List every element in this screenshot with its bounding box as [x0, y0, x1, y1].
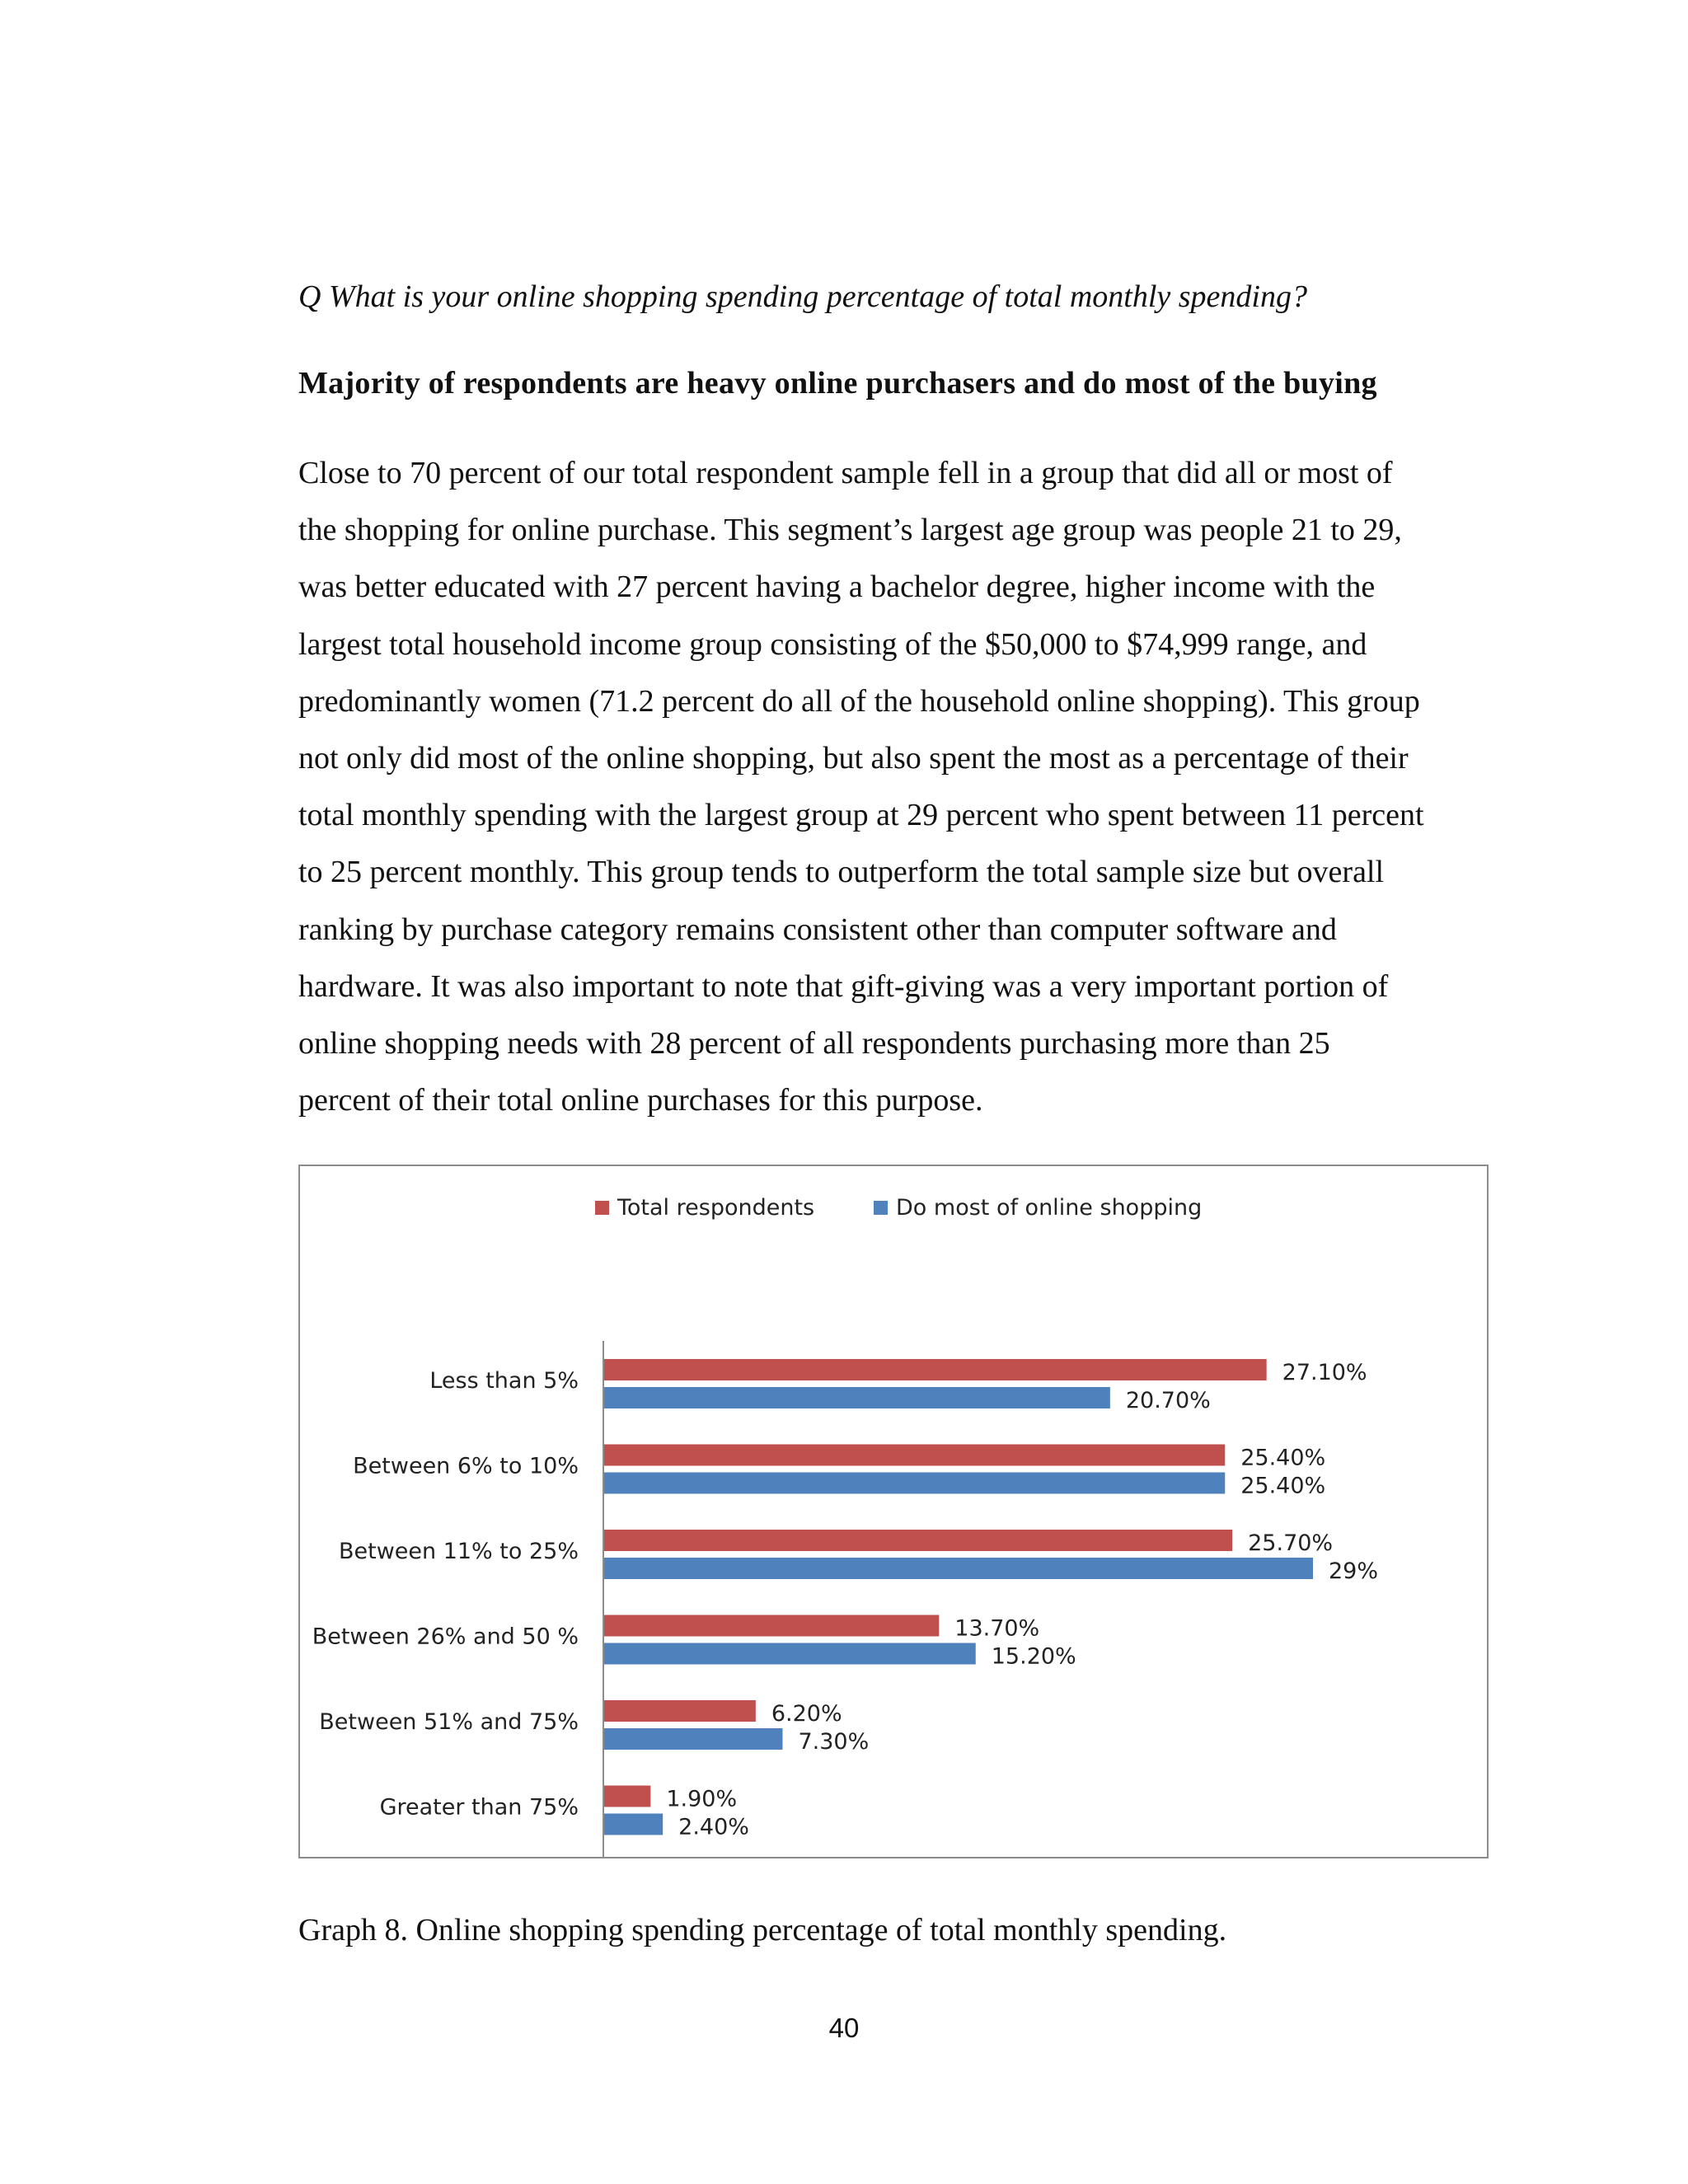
- data-label-do-most-shopping: 29%: [1329, 1558, 1379, 1584]
- legend-label-1: Total respondents: [617, 1195, 815, 1221]
- paragraph-line: online shopping needs with 28 percent of all respondents purchasing more than 25: [298, 1026, 1330, 1062]
- data-label-do-most-shopping: 2.40%: [678, 1814, 749, 1840]
- category-tick-label: Between 11% to 25%: [338, 1539, 579, 1564]
- graph-caption: Graph 8. Online shopping spending percentage of total monthly spending.: [298, 1913, 1227, 1947]
- legend-swatch-1: [595, 1201, 609, 1215]
- category-tick-label: Between 6% to 10%: [353, 1453, 579, 1479]
- paragraph-line: ranking by purchase category remains consistent other than computer software and: [298, 912, 1337, 947]
- bar-do-most-shopping: [604, 1643, 976, 1665]
- paragraph-line: to 25 percent monthly. This group tends to outperform the total sample size but overall: [298, 855, 1385, 890]
- bar-do-most-shopping: [604, 1558, 1313, 1579]
- legend-label-2: Do most of online shopping: [896, 1195, 1203, 1221]
- survey-question: Q What is your online shopping spending percentage of total monthly spending?: [298, 279, 1307, 314]
- bar-do-most-shopping: [604, 1728, 782, 1750]
- bar-total-respondents: [604, 1700, 756, 1722]
- paragraph-line: percent of their total online purchases for this purpose.: [298, 1083, 983, 1118]
- category-tick-label: Less than 5%: [429, 1368, 579, 1394]
- data-label-total-respondents: 25.70%: [1248, 1530, 1334, 1556]
- bar-chart-frame: [298, 1165, 1489, 1858]
- bar-do-most-shopping: [604, 1814, 663, 1835]
- bar-chart: [300, 1166, 1487, 1857]
- bar-total-respondents: [604, 1615, 939, 1637]
- data-label-total-respondents: 13.70%: [954, 1615, 1040, 1642]
- data-label-do-most-shopping: 7.30%: [798, 1729, 870, 1755]
- data-label-total-respondents: 25.40%: [1240, 1445, 1326, 1471]
- section-heading: Majority of respondents are heavy online purchasers and do most of the buying: [298, 366, 1377, 401]
- body-paragraph: [298, 445, 1493, 1129]
- category-tick-label: Greater than 75%: [379, 1794, 579, 1821]
- legend-swatch-2: [874, 1201, 888, 1215]
- bar-total-respondents: [604, 1445, 1225, 1466]
- bar-total-respondents: [604, 1530, 1232, 1551]
- data-label-total-respondents: 1.90%: [666, 1786, 738, 1812]
- data-label-do-most-shopping: 20.70%: [1125, 1388, 1211, 1413]
- paragraph-line: predominantly women (71.2 percent do all of the household online shopping). This group: [298, 683, 1420, 719]
- data-label-total-respondents: 6.20%: [771, 1701, 842, 1727]
- data-label-do-most-shopping: 15.20%: [991, 1643, 1076, 1670]
- paragraph-line: not only did most of the online shopping, but also spent the most as a percentage of their: [298, 741, 1409, 776]
- paragraph-line: Close to 70 percent of our total respondent sample fell in a group that did all or most of: [298, 456, 1393, 490]
- bar-total-respondents: [604, 1359, 1267, 1380]
- bar-do-most-shopping: [604, 1387, 1110, 1408]
- category-tick-label: Between 26% and 50 %: [312, 1624, 579, 1650]
- data-label-total-respondents: 27.10%: [1282, 1360, 1367, 1385]
- paragraph-line: was better educated with 27 percent having a bachelor degree, higher income with the: [298, 569, 1376, 605]
- data-label-do-most-shopping: 25.40%: [1240, 1473, 1326, 1499]
- paragraph-line: largest total household income group consisting of the $50,000 to $74,999 range, and: [298, 626, 1367, 662]
- paragraph-line: the shopping for online purchase. This segment’s largest age group was people 21 to 29,: [298, 513, 1402, 548]
- bar-total-respondents: [604, 1786, 650, 1807]
- paragraph-line: hardware. It was also important to note that gift-giving was a very important portion of: [298, 968, 1389, 1004]
- paragraph-line: total monthly spending with the largest group at 29 percent who spent between 11 percent: [298, 798, 1424, 833]
- bar-do-most-shopping: [604, 1473, 1225, 1494]
- page-number: 40: [828, 2013, 860, 2043]
- category-tick-label: Between 51% and 75%: [319, 1709, 579, 1735]
